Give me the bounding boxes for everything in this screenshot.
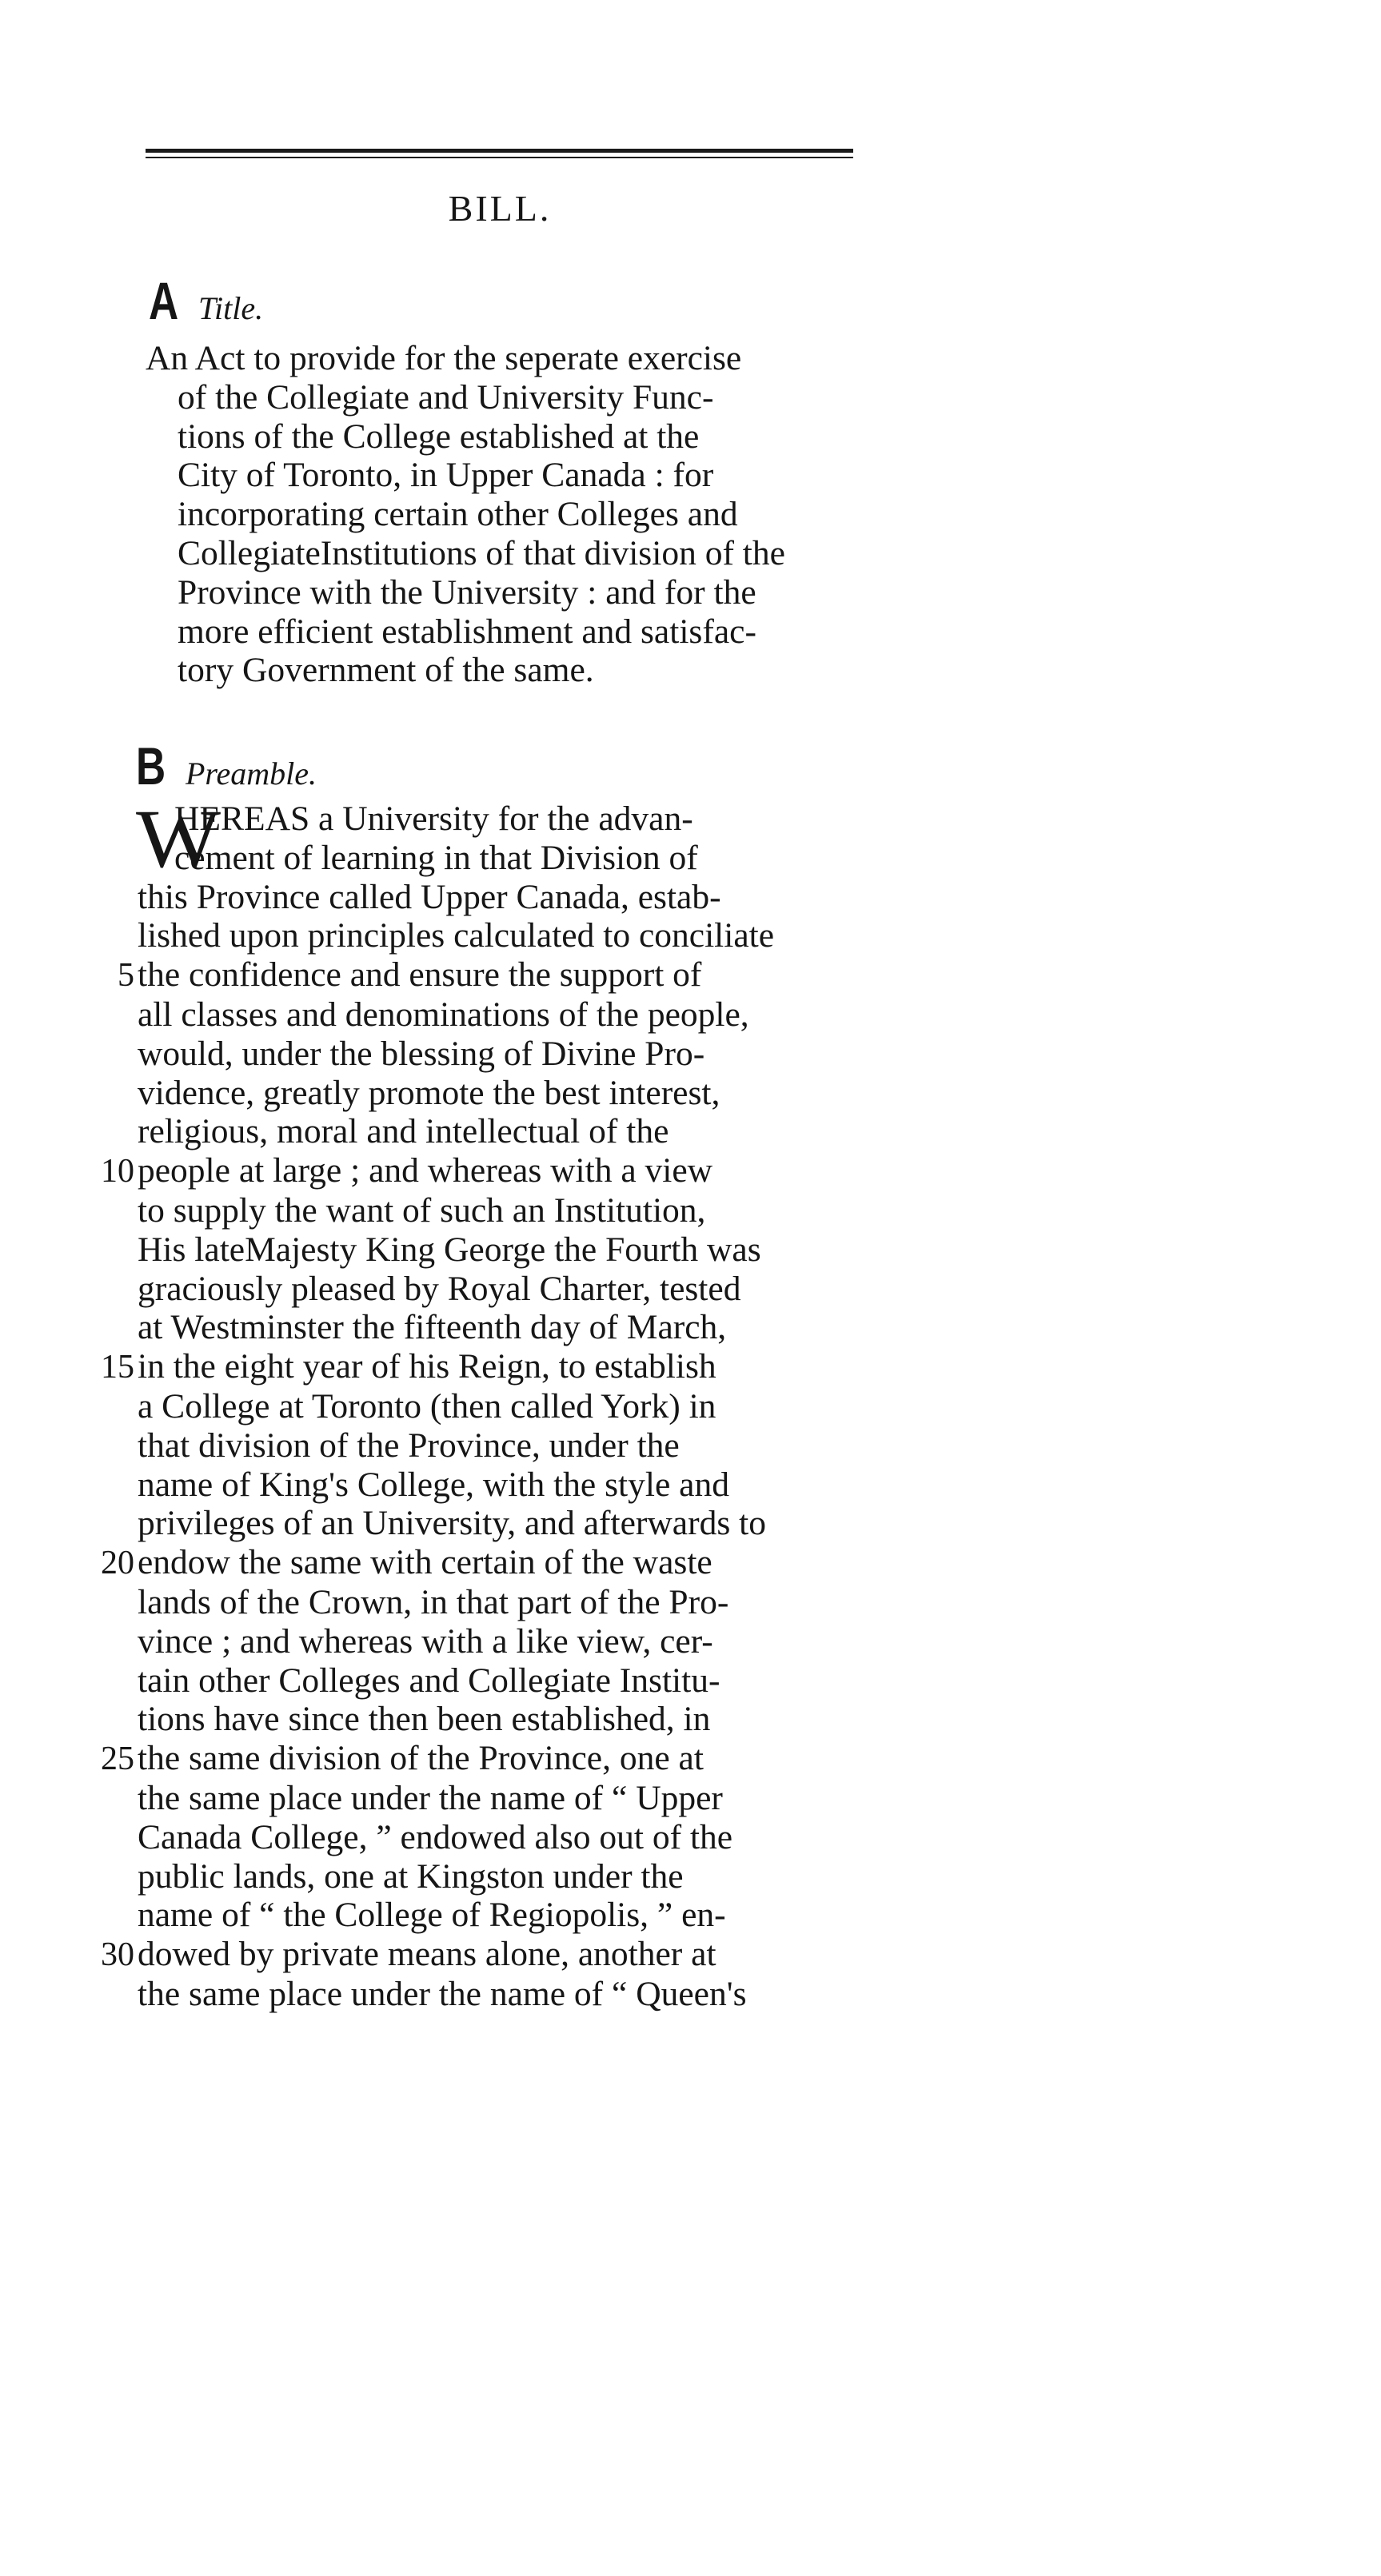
preamble-line-text: His lateMajesty King George the Fourth was (138, 1230, 761, 1269)
title-line: tions of the College established at the (178, 417, 700, 456)
preamble-line (78, 955, 862, 995)
preamble-line-text: dowed by private means alone, another at (138, 1935, 716, 1974)
preamble-line (78, 1818, 862, 1857)
preamble-line-text: the same place under the name of “ Queen's (138, 1974, 747, 2013)
preamble-line-text: the same division of the Province, one at (138, 1739, 704, 1778)
preamble-line-text: name of King's College, with the style and (138, 1465, 729, 1504)
preamble-line (78, 1112, 862, 1151)
preamble-line (78, 1622, 862, 1661)
preamble-drop-cap: W (136, 793, 222, 885)
preamble-line (78, 1857, 862, 1896)
preamble-line-text: public lands, one at Kingston under the (138, 1856, 684, 1896)
title-line: Province with the University : and for the (178, 572, 756, 612)
section-a-letter: A (149, 271, 179, 330)
preamble-line-text: privileges of an University, and afterwards to (138, 1504, 766, 1543)
preamble-line-text: religious, moral and intellectual of the (138, 1112, 669, 1151)
preamble-text (78, 793, 862, 2014)
preamble-line-text: the confidence and ensure the support of (138, 955, 702, 995)
preamble-line (78, 1387, 862, 1426)
preamble-line (78, 839, 862, 878)
preamble-line-text: lands of the Crown, in that part of the Pro- (138, 1582, 729, 1621)
preamble-line-text: HEREAS a University for the advan- (174, 800, 693, 838)
preamble-line-text: at Westminster the fifteenth day of March, (138, 1308, 727, 1347)
title-line: tory Government of the same. (178, 651, 594, 690)
preamble-line-text: this Province called Upper Canada, estab- (138, 877, 721, 916)
line-number: 5 (118, 957, 134, 995)
page-title: BILL. (448, 188, 552, 229)
section-b-label: Preamble. (186, 756, 317, 792)
preamble-line (78, 1661, 862, 1701)
preamble-line-text: people at large ; and whereas with a view (138, 1151, 713, 1190)
preamble-line (78, 1543, 862, 1583)
preamble-line-text: in the eight year of his Reign, to establish (138, 1347, 716, 1386)
line-number: 15 (101, 1349, 134, 1386)
preamble-line-text: endow the same with certain of the waste (138, 1543, 712, 1582)
line-number: 30 (101, 1936, 134, 1974)
preamble-line (78, 995, 862, 1035)
section-b-heading (136, 736, 317, 796)
preamble-line-text: Canada College, ” endowed also out of the (138, 1817, 733, 1856)
preamble-line (78, 1426, 862, 1465)
section-b-letter: B (136, 736, 166, 796)
title-line: City of Toronto, in Upper Canada : for (178, 456, 714, 495)
preamble-line (78, 1739, 862, 1779)
preamble-line (78, 878, 862, 917)
title-line: more efficient establishment and satisfac- (178, 612, 756, 651)
title-line: of the Collegiate and University Func- (178, 377, 714, 417)
preamble-line-text: vidence, greatly promote the best interest, (138, 1073, 720, 1112)
preamble-line-text: to supply the want of such an Institution, (138, 1190, 706, 1230)
preamble-line-text: a College at Toronto (then called York) in (138, 1386, 716, 1426)
preamble-line-text: would, under the blessing of Divine Pro- (138, 1034, 705, 1073)
preamble-line-text: graciously pleased by Royal Charter, tested (138, 1269, 741, 1308)
header-rule-thick (146, 149, 853, 153)
line-number: 25 (101, 1741, 134, 1778)
preamble-line (78, 1074, 862, 1113)
preamble-line-text: the same place under the name of “ Upper (138, 1778, 723, 1817)
header-rule-thin (146, 157, 853, 158)
preamble-line (78, 1270, 862, 1309)
preamble-line (78, 1308, 862, 1347)
preamble-line (78, 1975, 862, 2014)
preamble-line-text: vince ; and whereas with a like view, cer- (138, 1621, 713, 1661)
title-line: An Act to provide for the seperate exercise (146, 339, 742, 377)
preamble-line (78, 1465, 862, 1505)
preamble-line (78, 1700, 862, 1739)
preamble-line (78, 1347, 862, 1387)
title-text (146, 339, 849, 690)
preamble-line (78, 1230, 862, 1270)
title-line: CollegiateInstitutions of that division of the (178, 533, 785, 572)
section-a-label: Title. (198, 290, 264, 326)
preamble-line (78, 916, 862, 955)
preamble-line-text: cement of learning in that Division of (174, 838, 698, 877)
preamble-line-text: all classes and denominations of the people, (138, 995, 749, 1034)
line-number: 10 (101, 1153, 134, 1190)
preamble-line (78, 1896, 862, 1935)
preamble-line (78, 1504, 862, 1543)
section-a-heading (149, 270, 263, 331)
preamble-line-text: name of “ the College of Regiopolis, ” en- (138, 1896, 726, 1935)
preamble-line (78, 1935, 862, 1975)
preamble-line (78, 1191, 862, 1230)
preamble-line-text: tain other Colleges and Collegiate Institu- (138, 1661, 720, 1700)
title-line: incorporating certain other Colleges and (178, 495, 738, 534)
preamble-line (78, 1583, 862, 1622)
preamble-line-text: tions have since then been established, in (138, 1700, 711, 1739)
preamble-line-text: lished upon principles calculated to conciliate (138, 916, 775, 955)
preamble-line-text: that division of the Province, under the (138, 1426, 680, 1465)
preamble-line (78, 800, 862, 839)
preamble-line (78, 1151, 862, 1191)
line-number: 20 (101, 1545, 134, 1582)
preamble-line (78, 1779, 862, 1818)
preamble-line (78, 1035, 862, 1074)
